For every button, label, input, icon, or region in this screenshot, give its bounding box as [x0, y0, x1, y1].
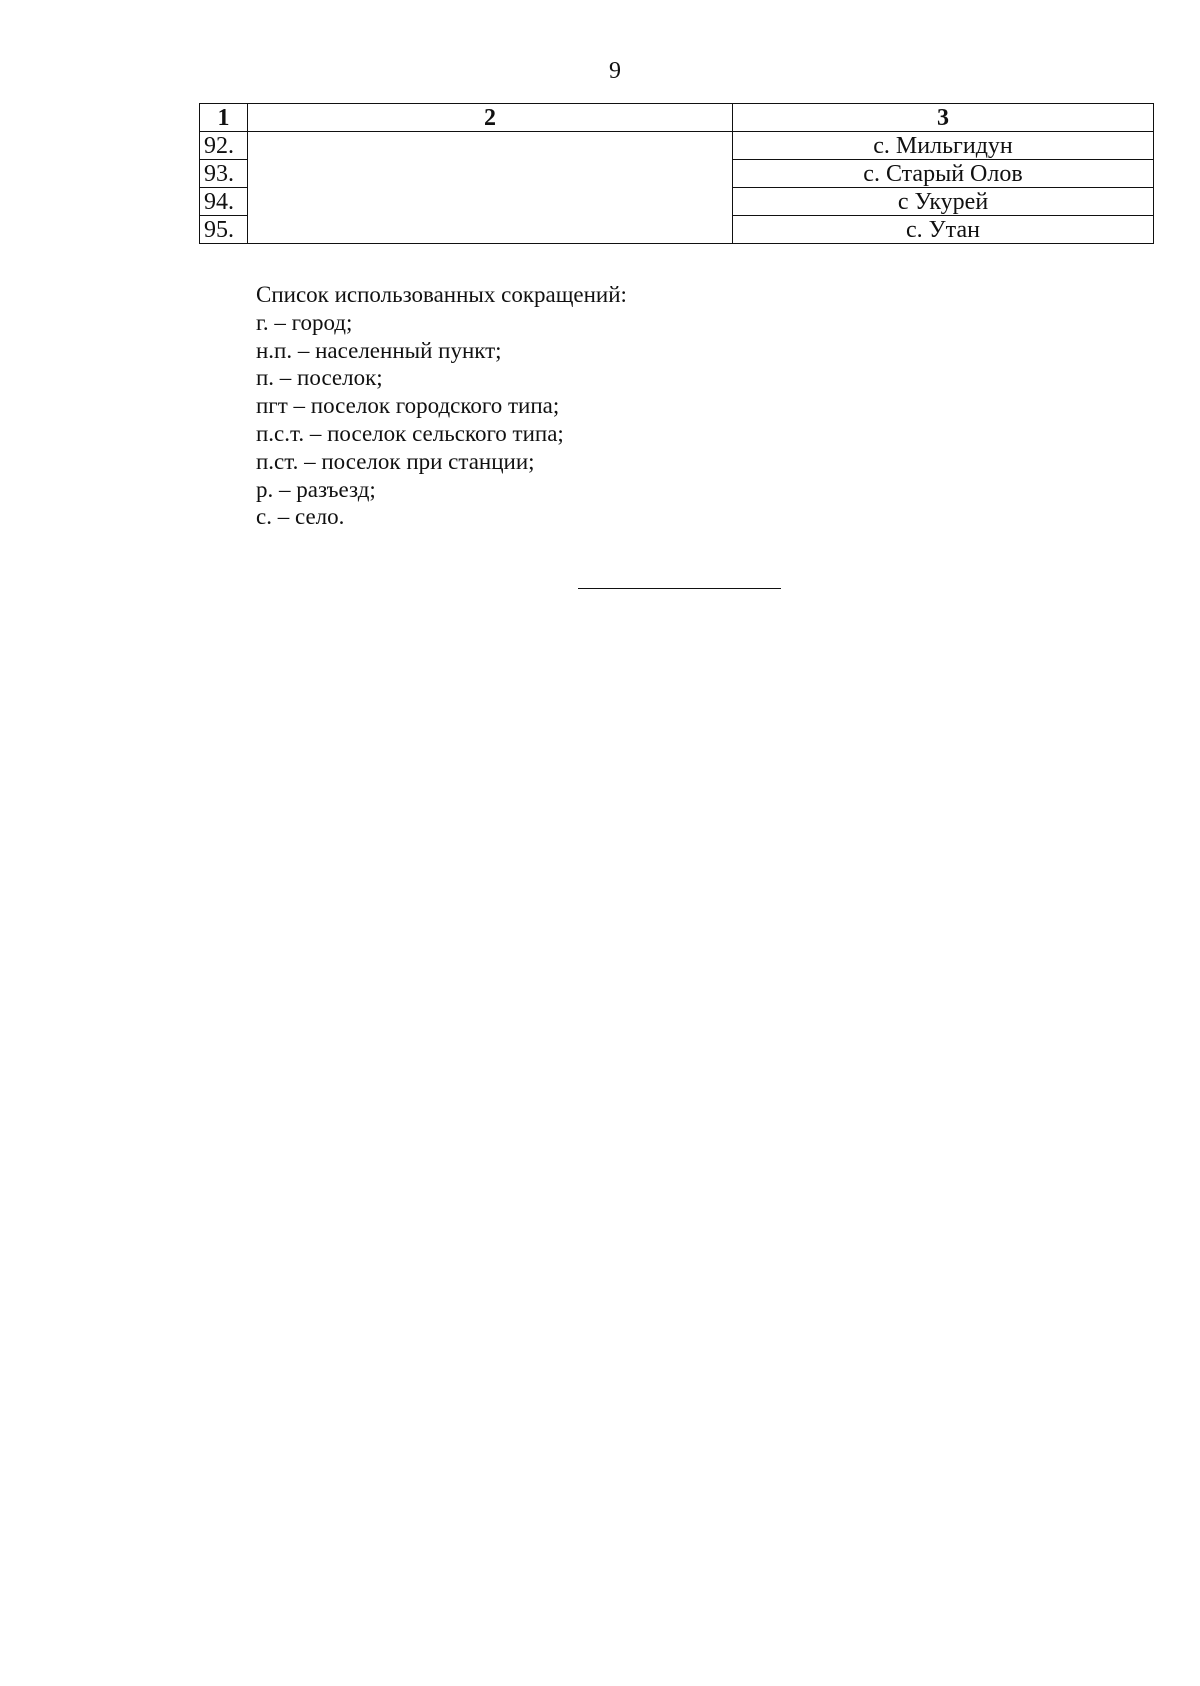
- abbreviation-item: н.п. – населенный пункт;: [256, 337, 502, 363]
- column-header-1: 1: [200, 104, 248, 132]
- row-number: 95.: [200, 216, 248, 244]
- district-cell: [248, 132, 733, 244]
- row-number: 93.: [200, 160, 248, 188]
- settlement-name: с Укурей: [733, 188, 1154, 216]
- settlement-name: с. Утан: [733, 216, 1154, 244]
- settlement-name: с. Старый Олов: [733, 160, 1154, 188]
- table-row: [200, 132, 1154, 160]
- end-of-document-rule: [578, 588, 781, 589]
- row-number: 92.: [200, 132, 248, 160]
- abbreviation-item: р. – разъезд;: [256, 476, 376, 502]
- page-number: 9: [609, 58, 621, 84]
- settlements-table: [199, 103, 1154, 244]
- abbreviations-list: [256, 281, 627, 531]
- abbreviation-item: п.с.т. – поселок сельского типа;: [256, 420, 564, 446]
- abbreviation-item: п.ст. – поселок при станции;: [256, 448, 535, 474]
- column-header-2: 2: [248, 104, 733, 132]
- settlement-name: с. Мильгидун: [733, 132, 1154, 160]
- table-header-row: [200, 104, 1154, 132]
- abbreviation-item: с. – село.: [256, 504, 345, 530]
- row-number: 94.: [200, 188, 248, 216]
- column-header-3: 3: [733, 104, 1154, 132]
- abbreviation-item: п. – поселок;: [256, 365, 383, 391]
- abbreviation-item: г. – город;: [256, 309, 353, 335]
- abbreviation-item: пгт – поселок городского типа;: [256, 393, 560, 419]
- abbreviations-title: Список использованных сокращений:: [256, 282, 627, 307]
